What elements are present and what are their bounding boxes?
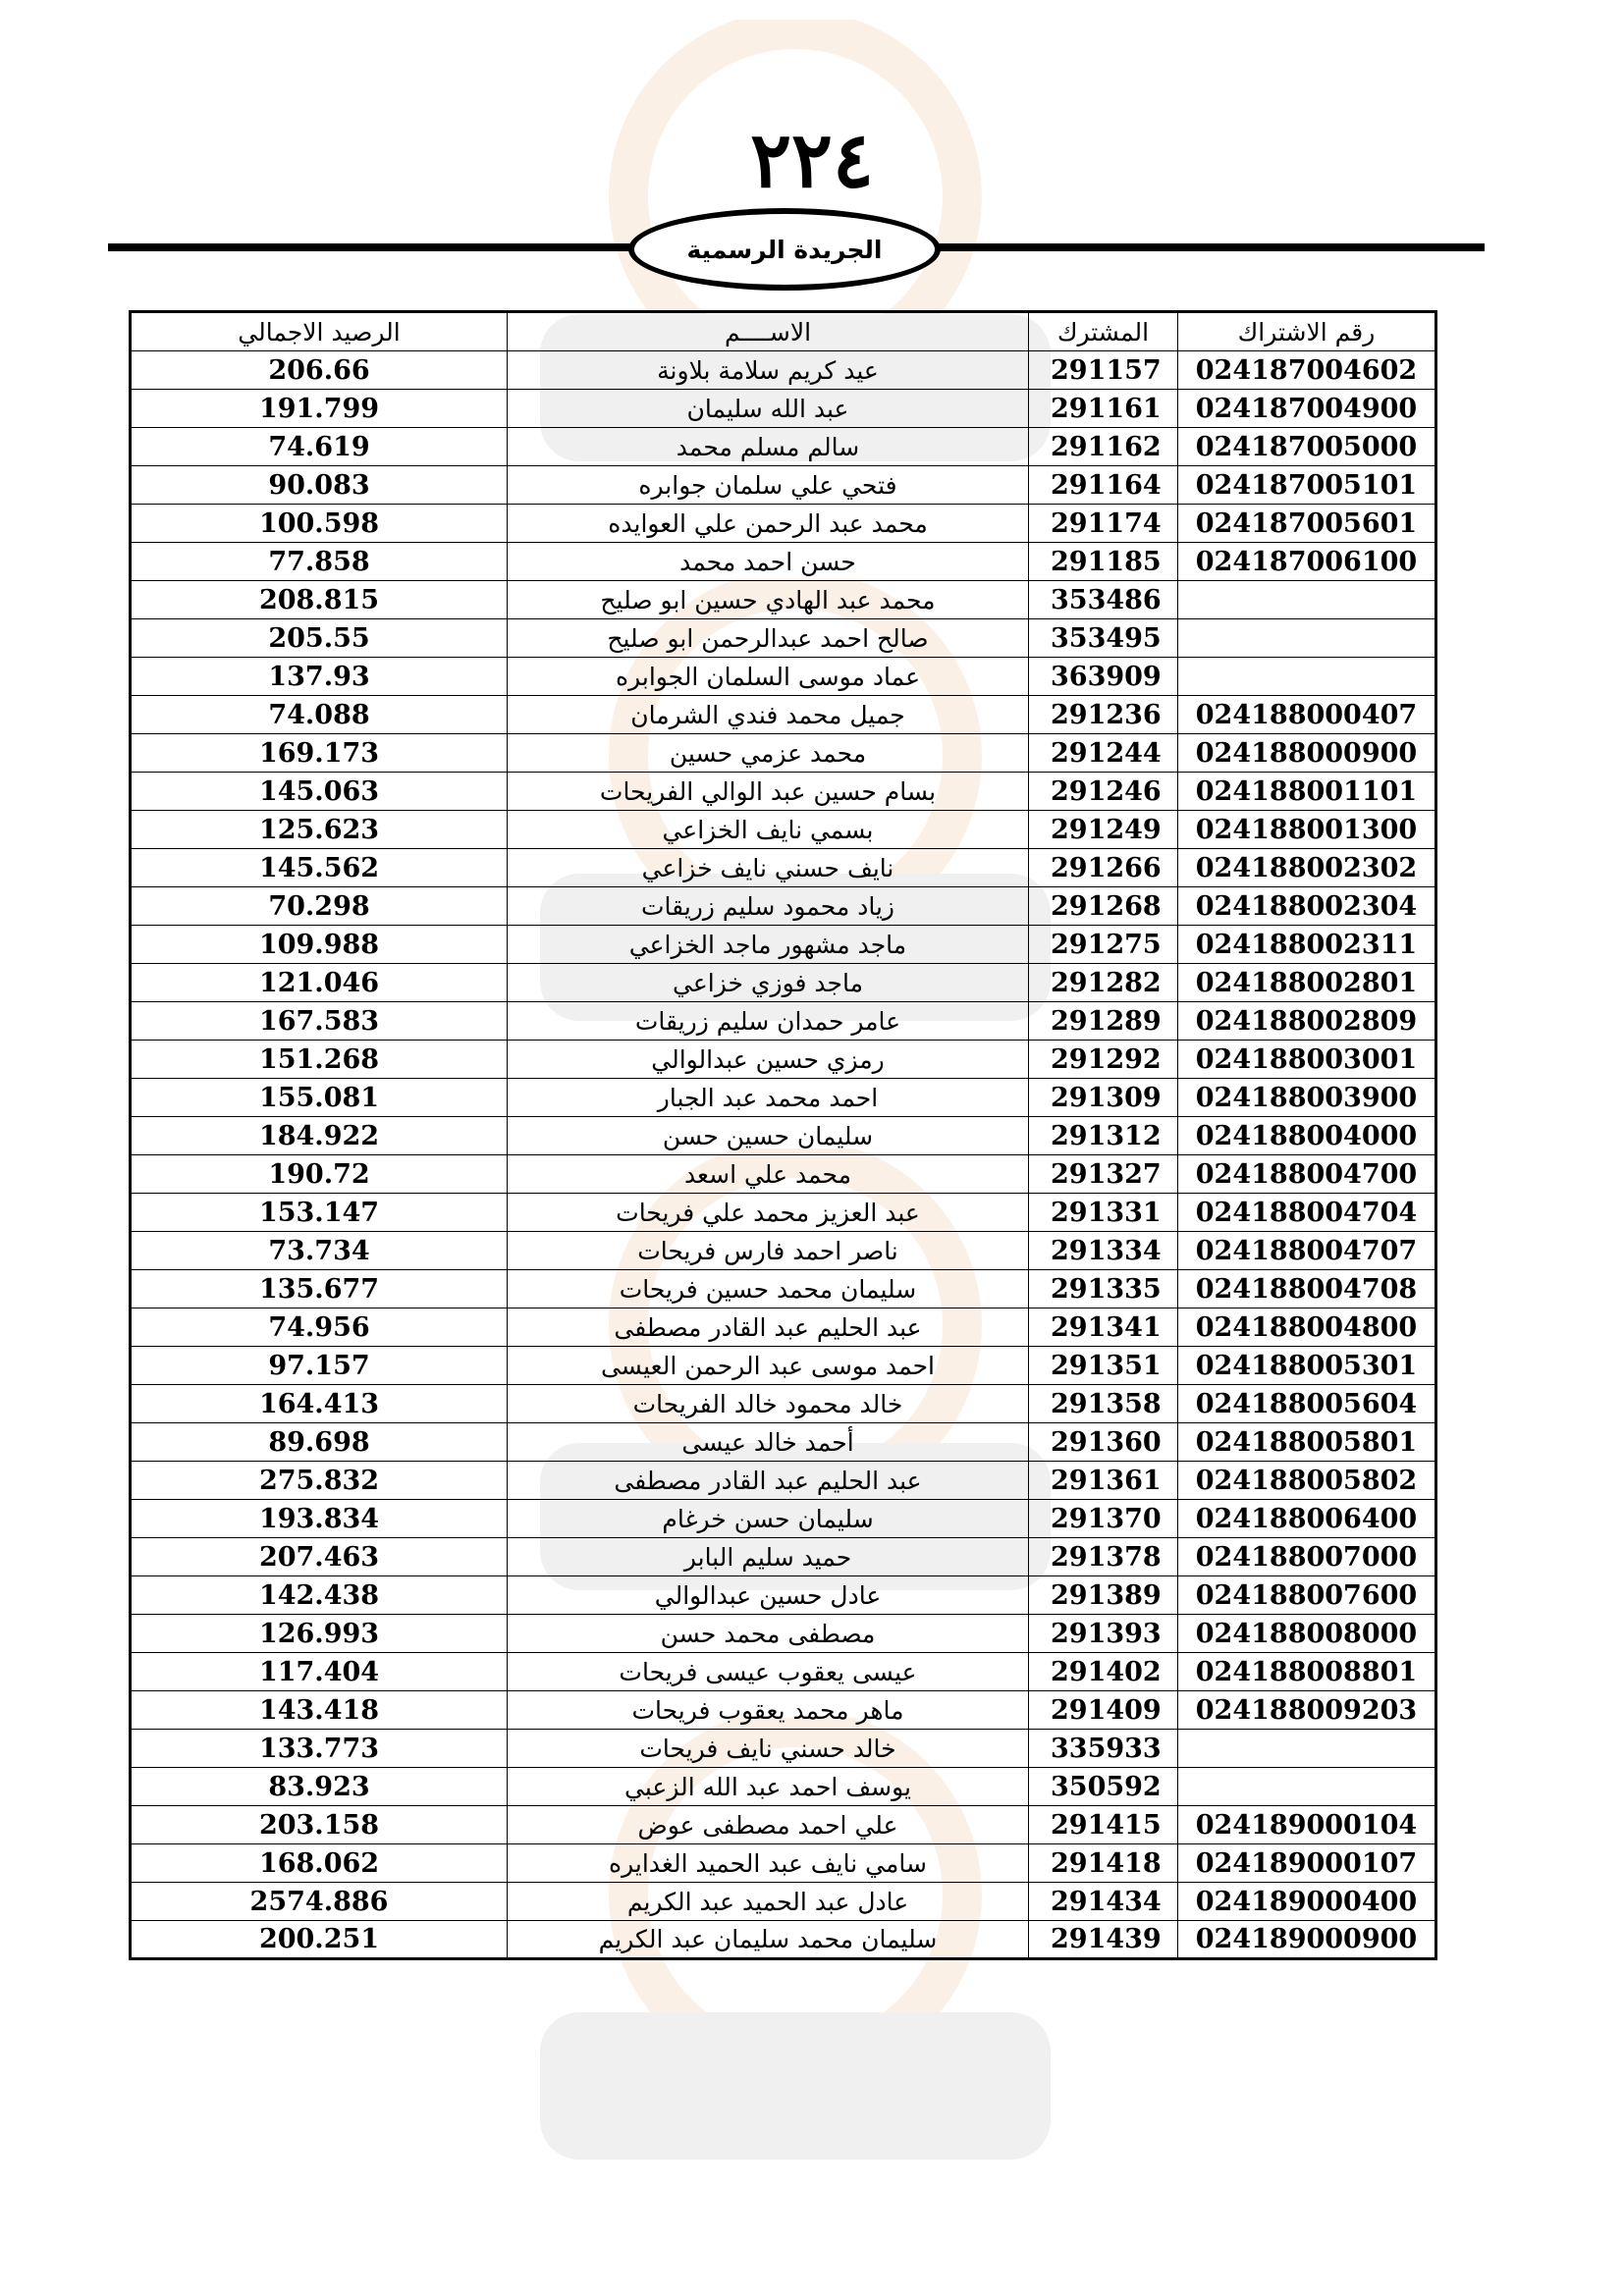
table-row xyxy=(131,926,1436,964)
cell-name: صالح احمد عبدالرحمن ابو صليح xyxy=(508,619,1029,658)
cell-balance: 117.404 xyxy=(131,1653,508,1691)
cell-account: 024188004800 xyxy=(1178,1308,1436,1347)
cell-balance: 206.66 xyxy=(131,351,508,390)
table-row xyxy=(131,1691,1436,1730)
cell-subscriber: 291161 xyxy=(1029,390,1178,428)
cell-name: احمد موسى عبد الرحمن العيسى xyxy=(508,1347,1029,1385)
cell-subscriber: 291289 xyxy=(1029,1002,1178,1041)
cell-balance: 145.562 xyxy=(131,849,508,887)
cell-account: 024188000900 xyxy=(1178,734,1436,773)
cell-balance: 191.799 xyxy=(131,390,508,428)
table-row xyxy=(131,505,1436,543)
cell-name: عيد كريم سلامة بلاونة xyxy=(508,351,1029,390)
cell-account: 024188008801 xyxy=(1178,1653,1436,1691)
cell-balance: 184.922 xyxy=(131,1117,508,1155)
cell-name: بسام حسين عبد الوالي الفريحات xyxy=(508,773,1029,811)
cell-name: ناصر احمد فارس فريحات xyxy=(508,1232,1029,1270)
table-row xyxy=(131,1730,1436,1768)
cell-account: 024187006100 xyxy=(1178,543,1436,581)
cell-account: 024188000407 xyxy=(1178,696,1436,734)
journal-title: الجريدة الرسمية xyxy=(686,235,883,264)
table-row xyxy=(131,887,1436,926)
cell-name: احمد محمد عبد الجبار xyxy=(508,1079,1029,1117)
cell-balance: 74.619 xyxy=(131,428,508,466)
cell-name: سليمان حسين حسن xyxy=(508,1117,1029,1155)
cell-balance: 89.698 xyxy=(131,1423,508,1462)
cell-balance: 168.062 xyxy=(131,1844,508,1883)
cell-account xyxy=(1178,658,1436,696)
cell-subscriber: 291418 xyxy=(1029,1844,1178,1883)
cell-subscriber: 363909 xyxy=(1029,658,1178,696)
cell-subscriber: 291351 xyxy=(1029,1347,1178,1385)
cell-name: عيسى يعقوب عيسى فريحات xyxy=(508,1653,1029,1691)
cell-name: عامر حمدان سليم زريقات xyxy=(508,1002,1029,1041)
cell-account: 024188002801 xyxy=(1178,964,1436,1002)
cell-account xyxy=(1178,1730,1436,1768)
cell-account: 024188002302 xyxy=(1178,849,1436,887)
cell-name: عادل حسين عبدالوالي xyxy=(508,1576,1029,1615)
cell-balance: 137.93 xyxy=(131,658,508,696)
cell-name: زياد محمود سليم زريقات xyxy=(508,887,1029,926)
table-row xyxy=(131,1806,1436,1844)
cell-subscriber: 291249 xyxy=(1029,811,1178,849)
cell-name: سليمان حسن خرغام xyxy=(508,1500,1029,1538)
cell-balance: 90.083 xyxy=(131,466,508,505)
cell-account: 024188001101 xyxy=(1178,773,1436,811)
cell-account: 024188005802 xyxy=(1178,1462,1436,1500)
table-row xyxy=(131,351,1436,390)
cell-balance: 77.858 xyxy=(131,543,508,581)
table-row xyxy=(131,849,1436,887)
header-name: الاســــم xyxy=(508,312,1029,351)
cell-balance: 208.815 xyxy=(131,581,508,619)
cell-subscriber: 291361 xyxy=(1029,1462,1178,1500)
table-row xyxy=(131,1155,1436,1194)
cell-subscriber: 291174 xyxy=(1029,505,1178,543)
cell-subscriber: 291439 xyxy=(1029,1921,1178,1959)
table-row xyxy=(131,1347,1436,1385)
cell-balance: 74.956 xyxy=(131,1308,508,1347)
cell-name: محمد عزمي حسين xyxy=(508,734,1029,773)
cell-account: 024187005000 xyxy=(1178,428,1436,466)
cell-account: 024188004708 xyxy=(1178,1270,1436,1308)
journal-title-oval xyxy=(628,208,941,291)
cell-balance: 145.063 xyxy=(131,773,508,811)
cell-name: ماجد مشهور ماجد الخزاعي xyxy=(508,926,1029,964)
cell-account: 024188007000 xyxy=(1178,1538,1436,1576)
cell-name: جميل محمد فندي الشرمان xyxy=(508,696,1029,734)
table-row xyxy=(131,1844,1436,1883)
header-account: رقم الاشتراك xyxy=(1178,312,1436,351)
cell-balance: 164.413 xyxy=(131,1385,508,1423)
cell-name: أحمد خالد عيسى xyxy=(508,1423,1029,1462)
cell-name: سليمان محمد حسين فريحات xyxy=(508,1270,1029,1308)
table-row xyxy=(131,1500,1436,1538)
cell-balance: 203.158 xyxy=(131,1806,508,1844)
cell-subscriber: 291282 xyxy=(1029,964,1178,1002)
cell-name: عبد الله سليمان xyxy=(508,390,1029,428)
cell-account: 024188004700 xyxy=(1178,1155,1436,1194)
cell-balance: 126.993 xyxy=(131,1615,508,1653)
table-row xyxy=(131,581,1436,619)
cell-balance: 83.923 xyxy=(131,1768,508,1806)
cell-subscriber: 291393 xyxy=(1029,1615,1178,1653)
cell-name: سالم مسلم محمد xyxy=(508,428,1029,466)
table-row xyxy=(131,1653,1436,1691)
table-row xyxy=(131,964,1436,1002)
cell-balance: 169.173 xyxy=(131,734,508,773)
cell-subscriber: 291268 xyxy=(1029,887,1178,926)
cell-subscriber: 291312 xyxy=(1029,1117,1178,1155)
table-row xyxy=(131,1232,1436,1270)
header-balance: الرصيد الاجمالي xyxy=(131,312,508,351)
cell-name: فتحي علي سلمان جوابره xyxy=(508,466,1029,505)
cell-account: 024188001300 xyxy=(1178,811,1436,849)
table-row xyxy=(131,811,1436,849)
cell-balance: 100.598 xyxy=(131,505,508,543)
cell-subscriber: 291246 xyxy=(1029,773,1178,811)
table-row xyxy=(131,734,1436,773)
table-row xyxy=(131,1462,1436,1500)
cell-subscriber: 291402 xyxy=(1029,1653,1178,1691)
cell-balance: 193.834 xyxy=(131,1500,508,1538)
cell-subscriber: 291434 xyxy=(1029,1883,1178,1921)
cell-balance: 125.623 xyxy=(131,811,508,849)
cell-account: 024189000900 xyxy=(1178,1921,1436,1959)
cell-name: بسمي نايف الخزاعي xyxy=(508,811,1029,849)
cell-name: حميد سليم البابر xyxy=(508,1538,1029,1576)
cell-name: محمد علي اسعد xyxy=(508,1155,1029,1194)
cell-balance: 97.157 xyxy=(131,1347,508,1385)
cell-name: ماهر محمد يعقوب فريحات xyxy=(508,1691,1029,1730)
table-row xyxy=(131,543,1436,581)
table-row xyxy=(131,1883,1436,1921)
cell-balance: 275.832 xyxy=(131,1462,508,1500)
cell-name: حسن احمد محمد xyxy=(508,543,1029,581)
cell-account: 024188002809 xyxy=(1178,1002,1436,1041)
cell-account: 024188005301 xyxy=(1178,1347,1436,1385)
cell-account: 024188005604 xyxy=(1178,1385,1436,1423)
cell-subscriber: 291335 xyxy=(1029,1270,1178,1308)
cell-balance: 135.677 xyxy=(131,1270,508,1308)
cell-subscriber: 350592 xyxy=(1029,1768,1178,1806)
cell-name: يوسف احمد عبد الله الزعبي xyxy=(508,1768,1029,1806)
cell-account: 024188004000 xyxy=(1178,1117,1436,1155)
cell-account: 024188003900 xyxy=(1178,1079,1436,1117)
cell-subscriber: 291327 xyxy=(1029,1155,1178,1194)
cell-subscriber: 291415 xyxy=(1029,1806,1178,1844)
table-row xyxy=(131,1768,1436,1806)
cell-subscriber: 291370 xyxy=(1029,1500,1178,1538)
cell-account: 024188002311 xyxy=(1178,926,1436,964)
table-row xyxy=(131,428,1436,466)
table-row xyxy=(131,1921,1436,1959)
header-subscriber: المشترك xyxy=(1029,312,1178,351)
cell-balance: 167.583 xyxy=(131,1002,508,1041)
table-row xyxy=(131,1194,1436,1232)
table-header-row xyxy=(131,312,1436,351)
cell-balance: 73.734 xyxy=(131,1232,508,1270)
cell-account: 024189000104 xyxy=(1178,1806,1436,1844)
cell-name: محمد عبد الرحمن علي العوايده xyxy=(508,505,1029,543)
cell-account: 024188004704 xyxy=(1178,1194,1436,1232)
cell-account: 024187005601 xyxy=(1178,505,1436,543)
table-row xyxy=(131,1423,1436,1462)
cell-subscriber: 291275 xyxy=(1029,926,1178,964)
table-row xyxy=(131,1079,1436,1117)
cell-balance: 2574.886 xyxy=(131,1883,508,1921)
cell-balance: 142.438 xyxy=(131,1576,508,1615)
cell-subscriber: 291378 xyxy=(1029,1538,1178,1576)
cell-account xyxy=(1178,619,1436,658)
cell-name: محمد عبد الهادي حسين ابو صليح xyxy=(508,581,1029,619)
cell-name: نايف حسني نايف خزاعي xyxy=(508,849,1029,887)
cell-account: 024189000400 xyxy=(1178,1883,1436,1921)
cell-balance: 190.72 xyxy=(131,1155,508,1194)
cell-subscriber: 291164 xyxy=(1029,466,1178,505)
cell-name: ماجد فوزي خزاعي xyxy=(508,964,1029,1002)
table-row xyxy=(131,390,1436,428)
cell-account xyxy=(1178,1768,1436,1806)
cell-name: عماد موسى السلمان الجوابره xyxy=(508,658,1029,696)
subscribers-table-container xyxy=(129,310,1435,1960)
cell-balance: 205.55 xyxy=(131,619,508,658)
cell-account: 024187004602 xyxy=(1178,351,1436,390)
cell-subscriber: 291292 xyxy=(1029,1041,1178,1079)
cell-account xyxy=(1178,581,1436,619)
table-row xyxy=(131,696,1436,734)
cell-name: سامي نايف عبد الحميد الغدايره xyxy=(508,1844,1029,1883)
cell-subscriber: 353486 xyxy=(1029,581,1178,619)
cell-subscriber: 335933 xyxy=(1029,1730,1178,1768)
cell-subscriber: 291409 xyxy=(1029,1691,1178,1730)
cell-subscriber: 291157 xyxy=(1029,351,1178,390)
cell-subscriber: 291162 xyxy=(1029,428,1178,466)
cell-subscriber: 291185 xyxy=(1029,543,1178,581)
table-row xyxy=(131,1308,1436,1347)
cell-account: 024189000107 xyxy=(1178,1844,1436,1883)
cell-name: رمزي حسين عبدالوالي xyxy=(508,1041,1029,1079)
table-row xyxy=(131,466,1436,505)
cell-account: 024188004707 xyxy=(1178,1232,1436,1270)
cell-subscriber: 291360 xyxy=(1029,1423,1178,1462)
cell-subscriber: 291244 xyxy=(1029,734,1178,773)
cell-name: عبد الحليم عبد القادر مصطفى xyxy=(508,1308,1029,1347)
cell-name: عبد العزيز محمد علي فريحات xyxy=(508,1194,1029,1232)
table-row xyxy=(131,658,1436,696)
table-row xyxy=(131,1538,1436,1576)
cell-subscriber: 291309 xyxy=(1029,1079,1178,1117)
table-row xyxy=(131,1576,1436,1615)
cell-balance: 153.147 xyxy=(131,1194,508,1232)
cell-subscriber: 291331 xyxy=(1029,1194,1178,1232)
cell-subscriber: 291266 xyxy=(1029,849,1178,887)
cell-balance: 121.046 xyxy=(131,964,508,1002)
table-row xyxy=(131,1002,1436,1041)
cell-balance: 151.268 xyxy=(131,1041,508,1079)
cell-account: 024188005801 xyxy=(1178,1423,1436,1462)
cell-name: عادل عبد الحميد عبد الكريم xyxy=(508,1883,1029,1921)
cell-balance: 70.298 xyxy=(131,887,508,926)
cell-name: سليمان محمد سليمان عبد الكريم xyxy=(508,1921,1029,1959)
table-row xyxy=(131,1385,1436,1423)
cell-name: خالد محمود خالد الفريحات xyxy=(508,1385,1029,1423)
cell-balance: 143.418 xyxy=(131,1691,508,1730)
cell-name: خالد حسني نايف فريحات xyxy=(508,1730,1029,1768)
cell-subscriber: 353495 xyxy=(1029,619,1178,658)
cell-name: عبد الحليم عبد القادر مصطفى xyxy=(508,1462,1029,1500)
cell-account: 024187005101 xyxy=(1178,466,1436,505)
cell-account: 024188007600 xyxy=(1178,1576,1436,1615)
cell-balance: 109.988 xyxy=(131,926,508,964)
cell-name: علي احمد مصطفى عوض xyxy=(508,1806,1029,1844)
page-number: ٢٢٤ xyxy=(750,116,874,205)
cell-balance: 133.773 xyxy=(131,1730,508,1768)
table-row xyxy=(131,1615,1436,1653)
table-row xyxy=(131,1270,1436,1308)
cell-balance: 155.081 xyxy=(131,1079,508,1117)
cell-subscriber: 291334 xyxy=(1029,1232,1178,1270)
cell-account: 024187004900 xyxy=(1178,390,1436,428)
table-row xyxy=(131,619,1436,658)
table-row xyxy=(131,773,1436,811)
subscribers-table xyxy=(129,310,1437,1960)
cell-subscriber: 291341 xyxy=(1029,1308,1178,1347)
cell-account: 024188006400 xyxy=(1178,1500,1436,1538)
table-row xyxy=(131,1117,1436,1155)
cell-subscriber: 291389 xyxy=(1029,1576,1178,1615)
cell-balance: 200.251 xyxy=(131,1921,508,1959)
cell-name: مصطفى محمد حسن xyxy=(508,1615,1029,1653)
cell-balance: 207.463 xyxy=(131,1538,508,1576)
cell-balance: 74.088 xyxy=(131,696,508,734)
cell-account: 024188009203 xyxy=(1178,1691,1436,1730)
cell-account: 024188002304 xyxy=(1178,887,1436,926)
table-row xyxy=(131,1041,1436,1079)
cell-account: 024188003001 xyxy=(1178,1041,1436,1079)
cell-subscriber: 291236 xyxy=(1029,696,1178,734)
cell-subscriber: 291358 xyxy=(1029,1385,1178,1423)
cell-account: 024188008000 xyxy=(1178,1615,1436,1653)
